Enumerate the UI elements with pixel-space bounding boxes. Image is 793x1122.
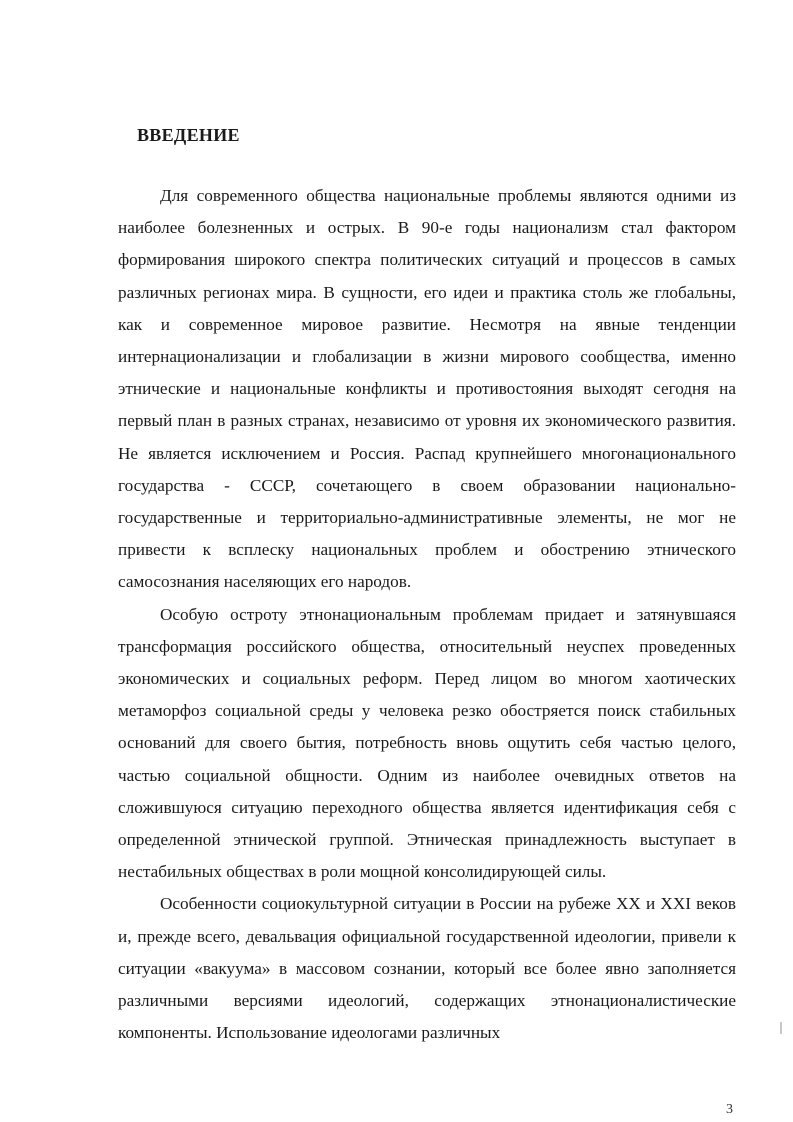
paragraph-3: Особенности социокультурной ситуации в России на рубеже XX и XXI веков и, прежде всего, девальвация официальной государственной идеологии, привели к ситуации «вакуума» в массовом сознании, который все более явно заполняется различными версиями идеологий, содержащих этнонационалистические компоненты. Использование идеологами различных bbox=[118, 894, 736, 1043]
paragraph-2: Особую остроту этнонациональным проблемам придает и затянувшаяся трансформация российского общества, относительный неуспех проведенных экономических и социальных реформ. Перед лицом во многом хаотических метаморфоз социальной среды у человека резко обостряется поиск стабильных оснований для своего бытия, потребность вновь ощутить себя частью целого, частью социальной общности. Одним из наиболее очевидных ответов на сложившуюся ситуацию переходного общества является идентификация себя с определенной этнической группой. Этническая принадлежность выступает в нестабильных обществах в роли мощной консолидирующей силы. bbox=[118, 604, 736, 882]
scan-edge-mark bbox=[780, 1022, 782, 1034]
page-number: 3 bbox=[726, 1102, 733, 1117]
section-heading: ВВЕДЕНИЕ bbox=[137, 125, 240, 145]
body-text bbox=[118, 180, 736, 1049]
paragraph-1: Для современного общества национальные проблемы являются одними из наиболее болезненных и острых. В 90-е годы национализм стал фактором формирования широкого спектра политических ситуаций и процессов в самых различных регионах мира. В сущности, его идеи и практика столь же глобальны, как и современное мировое развитие. Несмотря на явные тенденции интернационализации и глобализации в жизни мирового сообщества, именно этнические и национальные конфликты и противостояния выходят сегодня на первый план в разных странах, независимо от уровня их экономического развития. Не является исключением и Россия. Распад крупнейшего многонационального государства - СССР, сочетающего в своем образовании национально-государственные и территориально-административные элементы, не мог не привести к всплеску национальных проблем и обострению этнического самосознания населяющих его народов. bbox=[118, 186, 736, 592]
